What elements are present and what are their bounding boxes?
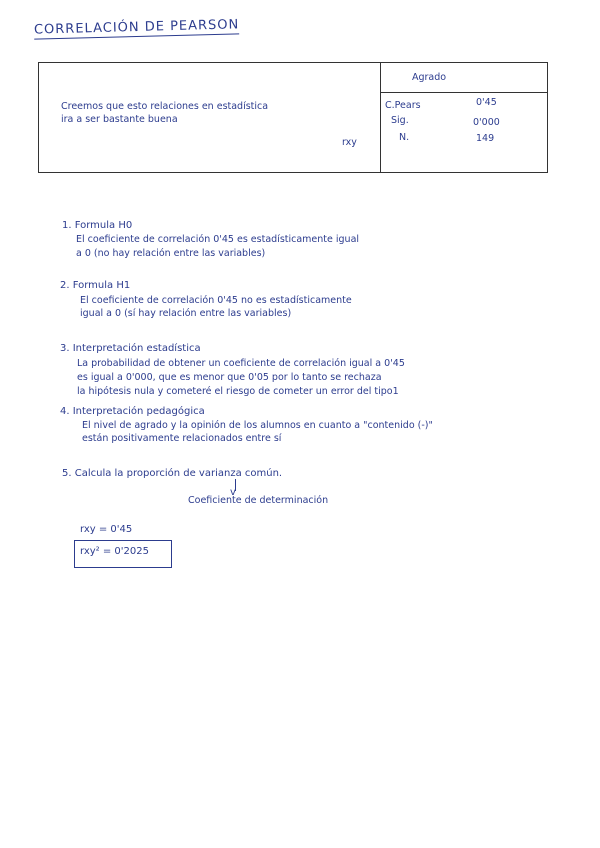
stat-value: 0'000: [473, 117, 500, 128]
stat-label: Sig.: [391, 115, 409, 126]
rxy-value: rxy = 0'45: [80, 524, 133, 535]
table-description-line1: Creemos que esto relaciones en estadística: [61, 101, 269, 112]
section-heading: 1. Formula H0: [62, 220, 133, 231]
determination-label: Coeficiente de determinación: [188, 495, 329, 506]
section-line: están positivamente relacionados entre sí: [82, 433, 282, 444]
arrow-down-icon: v: [230, 487, 236, 498]
table-description-line2: ira a ser bastante buena: [61, 114, 178, 125]
section-line: El coeficiente de correlación 0'45 es estadísticamente igual: [76, 234, 360, 245]
stat-label: N.: [399, 132, 410, 143]
table-symbol: rxy: [342, 137, 357, 148]
section-line: La probabilidad de obtener un coeficiente de correlación igual a 0'45: [77, 358, 405, 369]
table-header-line: [380, 92, 547, 93]
section-heading: 5. Calcula la proporción de varianza común.: [62, 468, 283, 479]
stat-value: 149: [476, 133, 495, 144]
section-heading: 2. Formula H1: [60, 280, 131, 291]
results-table: [38, 62, 548, 173]
section-heading: 4. Interpretación pedagógica: [60, 406, 205, 417]
section-line: El nivel de agrado y la opinión de los alumnos en cuanto a "contenido (-)": [82, 420, 433, 431]
section-line: a 0 (no hay relación entre las variables): [76, 248, 266, 259]
table-header-agrado: Agrado: [412, 72, 447, 83]
stat-value: 0'45: [476, 97, 497, 108]
stat-label: C.Pears: [385, 100, 421, 111]
section-line: la hipótesis nula y cometeré el riesgo de cometer un error del tipo1: [77, 386, 399, 397]
section-line: igual a 0 (sí hay relación entre las variables): [80, 308, 292, 319]
section-line: El coeficiente de correlación 0'45 no es estadísticamente: [80, 295, 352, 306]
rxy-squared: rxy² = 0'2025: [80, 546, 149, 557]
section-line: es igual a 0'000, que es menor que 0'05 por lo tanto se rechaza: [77, 372, 382, 383]
page-title: CORRELACIÓN DE PEARSON: [33, 17, 240, 38]
table-divider: [380, 63, 381, 172]
section-heading: 3. Interpretación estadística: [60, 343, 201, 354]
